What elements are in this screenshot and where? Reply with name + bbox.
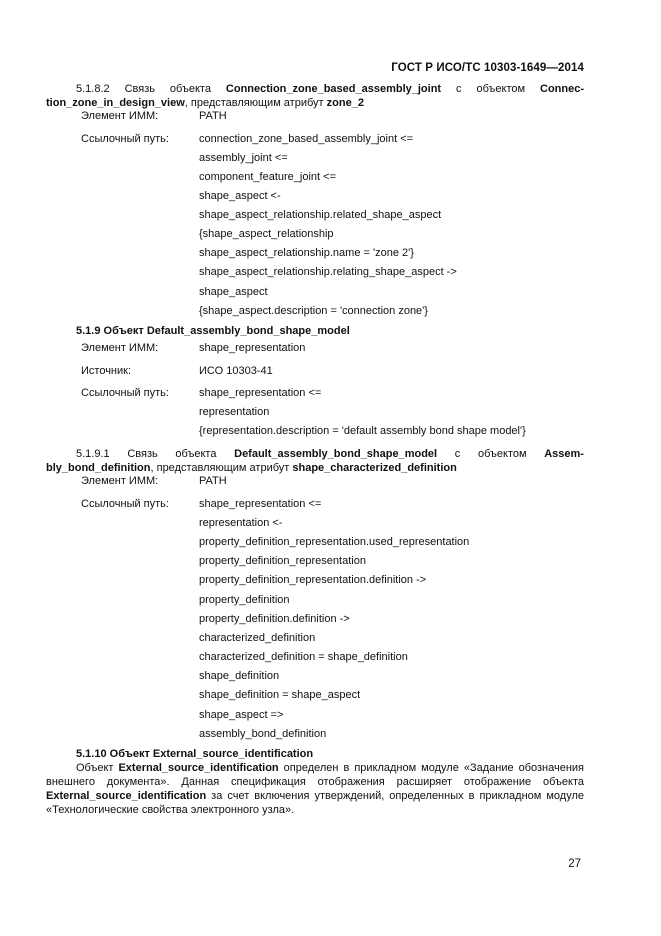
attribute-name: zone_2 bbox=[326, 97, 364, 109]
ref-path-line: shape_aspect_relationship.relating_shape_aspect -> bbox=[199, 266, 457, 278]
ref-path-line: {representation.description = 'default assembly bond shape model'} bbox=[199, 425, 526, 437]
entity-name: External_source_identification bbox=[46, 790, 207, 802]
ref-path-line: assembly_joint <= bbox=[199, 152, 288, 164]
ref-path-line: property_definition_representation.definition -> bbox=[199, 574, 427, 586]
entity-name: Default_assembly_bond_shape_model bbox=[234, 448, 438, 460]
ref-path-line: shape_representation <= bbox=[199, 387, 322, 399]
ref-path-line: shape_aspect => bbox=[199, 709, 284, 721]
ref-path-line: shape_aspect_relationship.related_shape_aspect bbox=[199, 209, 442, 221]
title-line-1: 5.1.8.2 Связь объекта Connection_zone_based_assembly_joint с объектом Connec- bbox=[76, 83, 585, 95]
title-line-2: bly_bond_definition, представляющим атрибут shape_characterized_definition bbox=[46, 462, 457, 474]
ref-path-line: property_definition.definition -> bbox=[199, 613, 350, 625]
ref-path-line: representation bbox=[199, 406, 270, 418]
clause-5-1-8-2-title bbox=[46, 82, 584, 110]
clause-5-1-10-heading: 5.1.10 Объект External_source_identification bbox=[76, 748, 314, 760]
ref-path-label: Ссылочный путь: bbox=[81, 387, 169, 399]
entity-name: bly_bond_definition bbox=[46, 462, 151, 474]
clause-5-1-10-body: Объект External_source_identification определен в прикладном модуле «Задание обозначения внешнего документа». Данная спецификация отображения расширяет отображение объекта External_source_identification за счет включения утверждений, определенных в прикладном модуле «Технологические свойства электронного узла». bbox=[46, 762, 585, 816]
entity-name: tion_zone_in_design_view bbox=[46, 97, 185, 109]
ref-path-line: component_feature_joint <= bbox=[199, 171, 336, 183]
ref-path-label: Ссылочный путь: bbox=[81, 133, 169, 145]
attribute-name: shape_characterized_definition bbox=[292, 462, 457, 474]
ref-path-label: Ссылочный путь: bbox=[81, 498, 169, 510]
ref-path-line: shape_aspect_relationship.name = 'zone 2'} bbox=[199, 247, 414, 259]
clause-5-1-9-heading: 5.1.9 Объект Default_assembly_bond_shape_model bbox=[76, 325, 350, 337]
ref-path-line: {shape_aspect_relationship bbox=[199, 228, 334, 240]
clause-5-1-9-1-title bbox=[46, 447, 584, 475]
entity-name: Connec- bbox=[540, 83, 585, 95]
entity-name: Assem- bbox=[544, 448, 584, 460]
page-number: 27 bbox=[568, 858, 581, 870]
entity-name: External_source_identification bbox=[118, 762, 279, 774]
imm-value: PATH bbox=[199, 475, 227, 487]
ref-path-line: characterized_definition = shape_definition bbox=[199, 651, 408, 663]
ref-path-line: {shape_aspect.description = 'connection zone'} bbox=[199, 305, 428, 317]
document-header: ГОСТ Р ИСО/ТС 10303-1649—2014 bbox=[391, 62, 584, 74]
ref-path-line: shape_aspect bbox=[199, 286, 268, 298]
ref-path-line: shape_representation <= bbox=[199, 498, 322, 510]
title-line-2: tion_zone_in_design_view, представляющим атрибут zone_2 bbox=[46, 97, 364, 109]
ref-path-line: shape_definition bbox=[199, 670, 280, 682]
entity-name: Connection_zone_based_assembly_joint bbox=[225, 83, 442, 95]
imm-label: Элемент ИММ: bbox=[81, 475, 159, 487]
ref-path-line: property_definition_representation bbox=[199, 555, 366, 567]
imm-value: shape_representation bbox=[199, 342, 306, 354]
imm-label: Элемент ИММ: bbox=[81, 110, 159, 122]
ref-path-line: representation <- bbox=[199, 517, 283, 529]
title-line-1: 5.1.9.1 Связь объекта Default_assembly_bond_shape_model с объектом Assem- bbox=[76, 448, 584, 460]
ref-path-line: property_definition_representation.used_representation bbox=[199, 536, 470, 548]
imm-label: Элемент ИММ: bbox=[81, 342, 159, 354]
source-value: ИСО 10303-41 bbox=[199, 365, 273, 377]
ref-path-line: property_definition bbox=[199, 594, 290, 606]
ref-path-line: characterized_definition bbox=[199, 632, 316, 644]
imm-value: PATH bbox=[199, 110, 227, 122]
ref-path-line: shape_aspect <- bbox=[199, 190, 281, 202]
ref-path-line: shape_definition = shape_aspect bbox=[199, 689, 361, 701]
ref-path-line: assembly_bond_definition bbox=[199, 728, 327, 740]
ref-path-line: connection_zone_based_assembly_joint <= bbox=[199, 133, 414, 145]
source-label: Источник: bbox=[81, 365, 132, 377]
